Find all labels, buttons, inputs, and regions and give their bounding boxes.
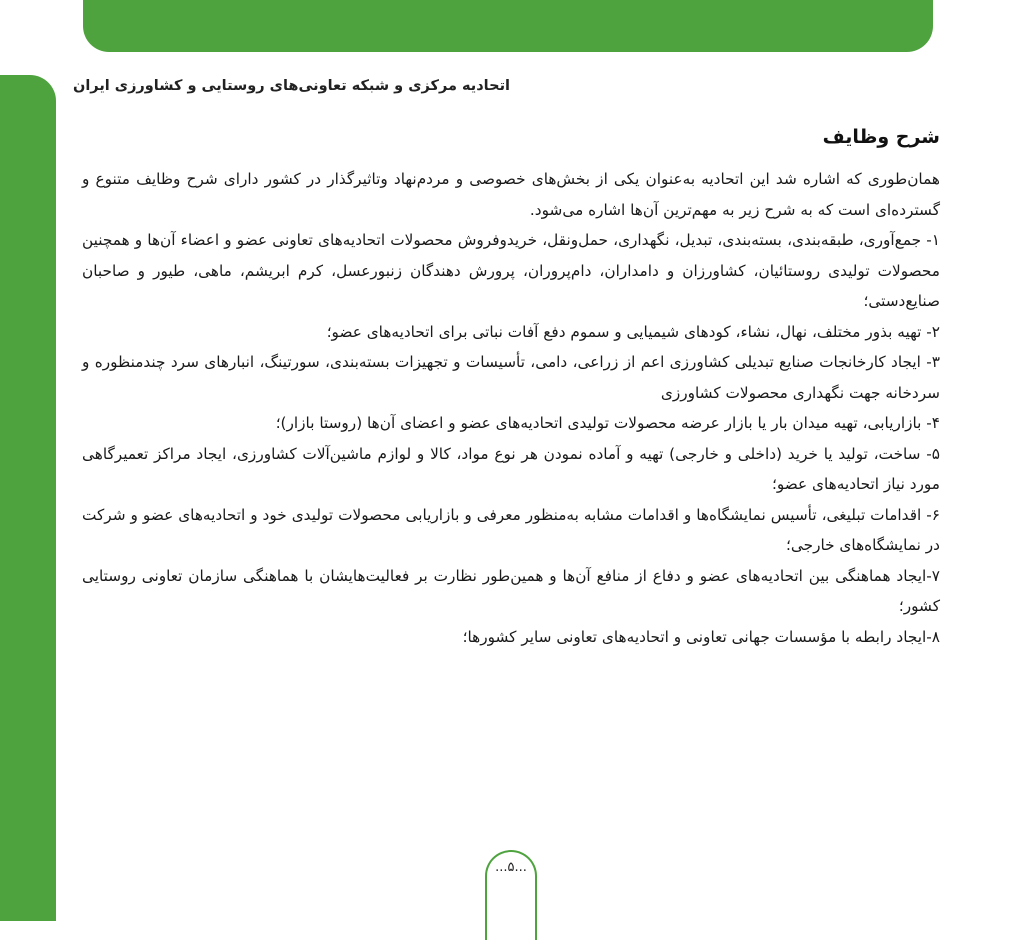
duty-item-7: ۷-ایجاد هماهنگی بین اتحادیه‌های عضو و دفاع از منافع آن‌ها و همین‌طور نظارت بر فعالیت‌هایشان با هماهنگی سازمان تعاونی روستایی کشور؛ [82, 566, 940, 615]
duty-item-5: ۵- ساخت، تولید یا خرید (داخلی و خارجی) تهیه و آماده نمودن هر نوع مواد، کالا و لوازم ماشین‌آلات کشاورزی، ایجاد مراکز تعمیرگاهی مورد نیاز اتحادیه‌های عضو؛ [82, 444, 940, 493]
duty-item-2: ۲- تهیه بذور مختلف، نهال، نشاء، کودهای شیمیایی و سموم دفع آفات نباتی برای اتحادیه‌های عضو؛ [326, 322, 940, 341]
top-decorative-band [83, 0, 933, 52]
page-content [82, 118, 940, 652]
side-decorative-bar [0, 75, 56, 921]
running-header: اتحادیه مرکزی و شبکه تعاونی‌های روستایی و کشاورزی ایران [72, 78, 510, 94]
duty-item-4: ۴- بازاریابی، تهیه میدان بار یا بازار عرضه محصولات تولیدی اتحادیه‌های عضو و اعضای آن‌ها (روستا بازار)؛ [275, 414, 940, 432]
duty-item-3: ۳- ایجاد کارخانجات صنایع تبدیلی کشاورزی اعم از زراعی، دامی، تأسیسات و تجهیزات بسته‌بندی، سورتینگ، انبارهای سرد چندمنظوره و سردخانه جهت نگهداری محصولات کشاورزی [82, 353, 940, 402]
page-number: ...۵... [495, 860, 527, 875]
duty-item-1: ۱- جمع‌آوری، طبقه‌بندی، بسته‌بندی، تبدیل، نگهداری، حمل‌ونقل، خریدوفروش محصولات اتحادیه‌های تعاونی عضو و اعضاء آن‌ها و همچنین محصولات تولیدی روستائیان، کشاورزان و دامداران، دام‌پروران، پرورش دهندگان زنبورعسل، کرم ابریشم، ماهی، طیور و صاحبان صنایع‌دستی؛ [82, 231, 940, 310]
section-title: شرح وظایف [822, 126, 940, 148]
duty-item-8: ۸-ایجاد رابطه با مؤسسات جهانی تعاونی و اتحادیه‌های تعاونی سایر کشورها؛ [462, 627, 940, 646]
page-number-tab [485, 850, 537, 940]
intro-paragraph: همان‌طوری که اشاره شد این اتحادیه به‌عنوان یکی از بخش‌های خصوصی و مردم‌نهاد وتاثیرگذار در کشور دارای شرح وظایف متنوع و گسترده‌ای است که به شرح زیر به مهم‌ترین آن‌ها اشاره می‌شود. [82, 170, 940, 219]
duty-item-6: ۶- اقدامات تبلیغی، تأسیس نمایشگاه‌ها و اقدامات مشابه به‌منظور معرفی و بازاریابی محصولات تولیدی خود و اتحادیه‌های عضو و شرکت در نمایشگاه‌های خارجی؛ [82, 505, 940, 554]
